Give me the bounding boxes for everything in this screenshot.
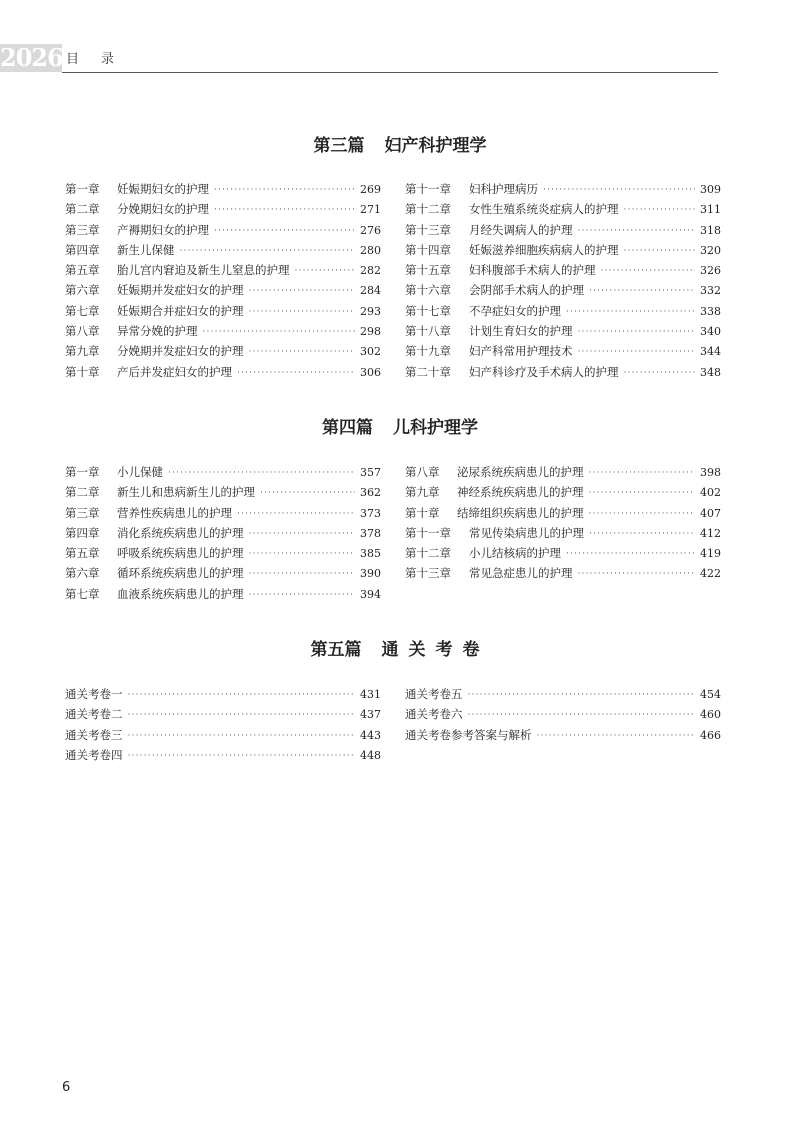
part-title [0,635,800,660]
dot-leader [168,468,355,478]
chapter-title: 营养性疾病患儿的护理 [117,505,232,520]
toc-entry [405,686,720,706]
page-ref: 309 [700,183,721,196]
toc-entry [405,565,720,585]
page-ref: 293 [360,304,381,318]
chapter-title: 通关考卷六 [405,707,463,722]
toc-entry [65,586,380,606]
chapter-number: 第十七章 [405,303,451,318]
dot-leader [249,590,356,600]
chapter-title: 通关考卷四 [65,747,123,762]
part-number: 第三篇 [313,136,365,156]
page-ref: 466 [700,728,721,742]
toc-column-left [65,464,380,606]
part-number: 第四篇 [322,418,373,438]
page-ref: 348 [700,365,721,379]
page-ref: 282 [360,264,381,278]
chapter-number: 第十六章 [405,283,451,298]
chapter-number: 第十一章 [405,182,451,196]
chapter-title: 血液系统疾病患儿的护理 [117,586,244,601]
dot-leader [589,286,695,296]
chapter-title: 新生儿保健 [117,242,175,257]
dot-leader [249,569,356,579]
chapter-number: 第六章 [65,566,100,581]
chapter-title: 新生儿和患病新生儿的护理 [117,485,255,500]
toc-entry [65,706,380,726]
page-ref: 318 [700,223,721,237]
toc-entry [65,747,380,767]
chapter-number: 第十二章 [405,202,451,217]
toc-entry [65,262,380,282]
chapter-number: 第九章 [65,344,100,359]
chapter-number: 第十一章 [405,525,451,540]
toc-column-right [405,464,720,586]
chapter-number: 第九章 [405,485,440,500]
dot-leader [589,468,696,478]
dot-leader [237,509,355,519]
dot-leader [589,488,696,498]
chapter-title: 会阴部手术病人的护理 [469,283,584,298]
page-ref: 385 [360,547,381,561]
chapter-title: 泌尿系统疾病患儿的护理 [457,465,584,479]
dot-leader [249,286,356,296]
toc-entry [405,545,720,565]
chapter-title: 月经失调病人的护理 [469,222,573,237]
chapter-title: 妊娠滋养细胞疾病病人的护理 [469,242,619,257]
chapter-title: 呼吸系统疾病患儿的护理 [117,546,244,561]
page-ref: 448 [360,748,381,762]
page-ref: 419 [700,547,721,561]
chapter-title: 神经系统疾病患儿的护理 [457,485,584,500]
toc-entry [405,262,720,282]
chapter-title: 妊娠期合并症妇女的护理 [117,303,244,318]
page-ref: 437 [360,708,381,722]
chapter-number: 第四章 [65,242,100,257]
dot-leader [537,731,696,741]
page-ref: 276 [360,223,381,237]
chapter-number: 第八章 [65,324,100,339]
chapter-title: 妇产科诊疗及手术病人的护理 [469,364,619,379]
toc-entry [65,727,380,747]
chapter-title: 不孕症妇女的护理 [469,303,561,318]
dot-leader [601,266,696,276]
toc-entry [405,464,720,484]
page-ref: 320 [700,243,721,257]
page-ref: 311 [700,203,721,217]
dot-leader [468,690,696,700]
dot-leader [214,226,355,236]
dot-leader [589,529,695,539]
dot-leader [249,549,356,559]
part-name: 通关考卷 [381,640,490,660]
dot-leader [128,731,356,741]
part-name: 妇产科护理学 [384,136,487,156]
toc-entry [405,505,720,525]
chapter-number: 第七章 [65,586,100,601]
page-ref: 378 [360,526,381,540]
chapter-title: 结缔组织疾病患儿的护理 [457,505,584,520]
chapter-title: 女性生殖系统炎症病人的护理 [469,202,619,217]
toc-entry [405,282,720,302]
page-ref: 269 [360,183,381,196]
page-ref: 402 [700,486,721,500]
dot-leader [624,246,696,256]
chapter-number: 第三章 [65,505,100,520]
chapter-number: 第十四章 [405,242,451,257]
dot-leader [128,690,356,700]
chapter-number: 第十章 [405,505,440,520]
chapter-number: 第十三章 [405,222,451,237]
chapter-title: 胎儿宫内窘迫及新生儿窒息的护理 [117,263,290,278]
toc-entry [405,364,720,384]
chapter-number: 第六章 [65,283,100,298]
toc-entry [405,706,720,726]
chapter-title: 产后并发症妇女的护理 [117,364,232,379]
toc-entry [65,222,380,242]
toc-column-left [65,686,380,767]
page-ref: 306 [360,365,381,379]
dot-leader [214,185,355,195]
dot-leader [128,751,356,761]
chapter-title: 通关考卷五 [405,687,463,701]
header-rule [62,72,718,73]
toc-entry [65,364,380,384]
dot-leader [180,246,356,256]
dot-leader [295,266,356,276]
chapter-number: 第一章 [65,182,100,196]
chapter-number: 第五章 [65,263,100,278]
page-ref: 460 [700,708,721,722]
page-ref: 326 [700,264,721,278]
toc-entry [405,242,720,262]
dot-leader [566,307,695,317]
toc-column-right [405,686,720,747]
dot-leader [249,529,356,539]
toc-entry [405,343,720,363]
dot-leader [249,347,356,357]
toc-entry [65,303,380,323]
page-ref: 412 [700,526,721,540]
page-ref: 454 [700,688,721,701]
toc-entry [65,464,380,484]
page-ref: 431 [360,688,381,701]
toc-entry [405,303,720,323]
toc-entry [405,484,720,504]
page-ref: 422 [700,567,721,581]
chapter-title: 小儿保健 [117,465,163,479]
chapter-title: 通关考卷三 [65,727,123,742]
chapter-number: 第二章 [65,485,100,500]
toc-entry [65,505,380,525]
page-ref: 340 [700,325,721,339]
dot-leader [128,710,356,720]
toc-entry [405,525,720,545]
chapter-title: 通关考卷一 [65,687,123,701]
page-ref: 398 [700,466,721,479]
part-title [0,131,800,156]
dot-leader [543,185,695,195]
page-ref: 373 [360,506,381,520]
page-ref: 357 [360,466,381,479]
chapter-number: 第十八章 [405,324,451,339]
chapter-number: 第十章 [65,364,100,379]
dot-leader [249,307,356,317]
page-ref: 302 [360,345,381,359]
toc-entry [405,323,720,343]
dot-leader [589,509,696,519]
toc-entry [65,201,380,221]
chapter-number: 第二章 [65,202,100,217]
dot-leader [624,368,696,378]
chapter-title: 常见传染病患儿的护理 [469,525,584,540]
chapter-number: 第十九章 [405,344,451,359]
chapter-title: 常见急症患儿的护理 [469,566,573,581]
chapter-title: 分娩期并发症妇女的护理 [117,344,244,359]
dot-leader [566,549,695,559]
chapter-number: 第二十章 [405,364,451,379]
chapter-title: 妇产科常用护理技术 [469,344,573,359]
toc-entry [65,525,380,545]
toc-entry [65,565,380,585]
dot-leader [468,710,696,720]
page-ref: 338 [700,304,721,318]
chapter-title: 妇科护理病历 [469,182,538,196]
page-ref: 390 [360,567,381,581]
part-number: 第五篇 [310,640,362,660]
chapter-title: 消化系统疾病患儿的护理 [117,525,244,540]
toc-entry [65,343,380,363]
chapter-title: 循环系统疾病患儿的护理 [117,566,244,581]
page-number: 6 [62,1080,71,1095]
chapter-number: 第五章 [65,546,100,561]
toc-entry [65,484,380,504]
chapter-number: 第十二章 [405,546,451,561]
chapter-number: 第十五章 [405,263,451,278]
dot-leader [237,368,355,378]
year-badge: 2026 [0,43,63,72]
chapter-title: 计划生育妇女的护理 [469,324,573,339]
chapter-title: 产褥期妇女的护理 [117,222,209,237]
toc-column-left [65,181,380,384]
page-ref: 332 [700,284,721,298]
chapter-title: 通关考卷参考答案与解析 [405,727,532,742]
page-ref: 362 [360,486,381,500]
toc-column-right [405,181,720,384]
chapter-title: 妊娠期妇女的护理 [117,182,209,196]
toc-entry [405,727,720,747]
chapter-title: 通关考卷二 [65,707,123,722]
dot-leader [578,347,696,357]
page-ref: 271 [360,203,381,217]
part-name: 儿科护理学 [393,418,478,438]
chapter-title: 妇科腹部手术病人的护理 [469,263,596,278]
page-ref: 443 [360,728,381,742]
dot-leader [260,488,355,498]
toc-entry [405,201,720,221]
page-ref: 298 [360,325,381,339]
page-ref: 284 [360,284,381,298]
toc-entry [405,222,720,242]
chapter-title: 妊娠期并发症妇女的护理 [117,283,244,298]
dot-leader [624,205,696,215]
dot-leader [578,327,696,337]
chapter-number: 第八章 [405,465,440,479]
dot-leader [578,226,696,236]
chapter-number: 第七章 [65,303,100,318]
dot-leader [203,327,356,337]
header-title: 目录 [66,52,137,67]
toc-entry [65,242,380,262]
chapter-title: 异常分娩的护理 [117,324,198,339]
chapter-number: 第十三章 [405,566,451,581]
toc-entry [65,545,380,565]
toc-entry [65,282,380,302]
toc-entry [65,686,380,706]
toc-entry [405,181,720,201]
page-ref: 344 [700,345,721,359]
chapter-title: 分娩期妇女的护理 [117,202,209,217]
dot-leader [578,569,696,579]
chapter-title: 小儿结核病的护理 [469,546,561,561]
chapter-number: 第一章 [65,465,100,479]
toc-entry [65,323,380,343]
toc-entry [65,181,380,201]
dot-leader [214,205,355,215]
page-ref: 394 [360,587,381,601]
page-ref: 280 [360,243,381,257]
running-header [0,44,800,74]
page-ref: 407 [700,506,721,520]
chapter-number: 第三章 [65,222,100,237]
part-title [0,413,800,438]
chapter-number: 第四章 [65,525,100,540]
